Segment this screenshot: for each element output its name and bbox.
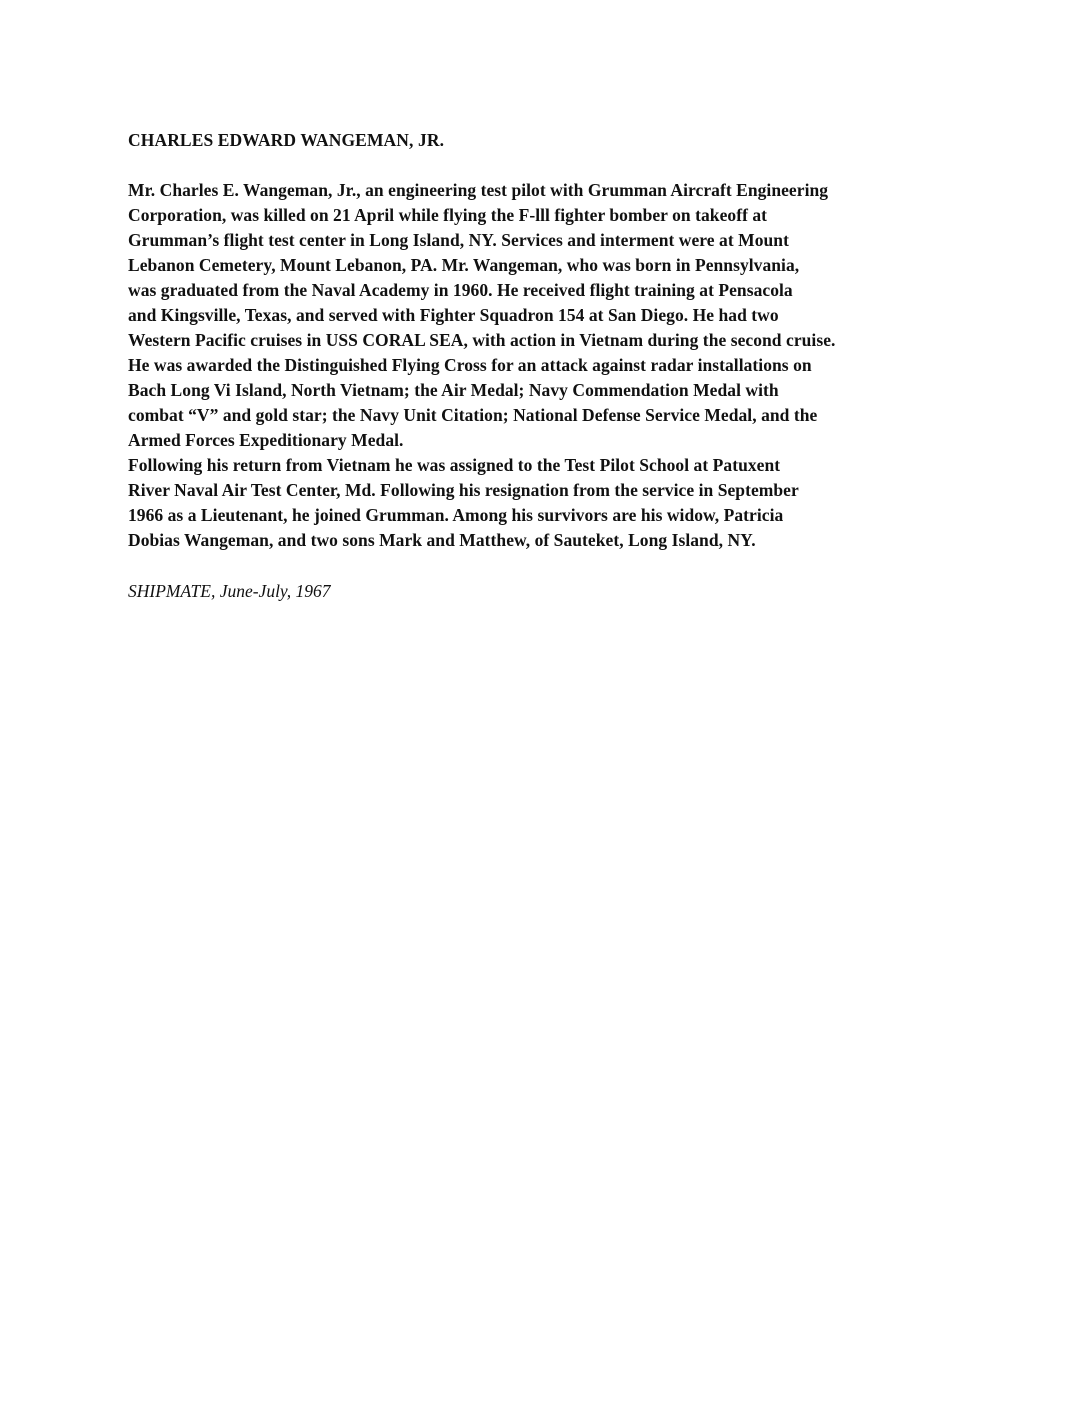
- paragraph-line: Bach Long Vi Island, North Vietnam; the Air Medal; Navy Commendation Medal with: [128, 380, 779, 400]
- paragraph-line: Mr. Charles E. Wangeman, Jr., an engineering test pilot with Grumman Aircraft Engineering: [128, 180, 829, 200]
- source-citation: SHIPMATE, June-July, 1967: [128, 581, 331, 601]
- paragraph-line: and Kingsville, Texas, and served with Fighter Squadron 154 at San Diego. He had two: [128, 305, 779, 325]
- paragraph-line: Armed Forces Expeditionary Medal.: [128, 430, 404, 450]
- paragraph-line: Lebanon Cemetery, Mount Lebanon, PA. Mr. Wangeman, who was born in Pennsylvania,: [128, 255, 800, 275]
- document-page: [128, 128, 968, 603]
- paragraph-line: was graduated from the Naval Academy in 1960. He received flight training at Pensacola: [128, 280, 793, 300]
- paragraph-line: He was awarded the Distinguished Flying Cross for an attack against radar installations on: [128, 355, 812, 375]
- paragraph-line: Western Pacific cruises in USS CORAL SEA, with action in Vietnam during the second cruise.: [128, 330, 836, 350]
- obituary-paragraph-2: [128, 453, 968, 553]
- paragraph-line: Grumman’s flight test center in Long Island, NY. Services and interment were at Mount: [128, 230, 789, 250]
- paragraph-line: River Naval Air Test Center, Md. Following his resignation from the service in September: [128, 480, 799, 500]
- paragraph-line: Dobias Wangeman, and two sons Mark and Matthew, of Sauteket, Long Island, NY.: [128, 530, 756, 550]
- document-title: CHARLES EDWARD WANGEMAN, JR.: [128, 130, 445, 150]
- obituary-paragraph-1: [128, 178, 968, 453]
- paragraph-line: Corporation, was killed on 21 April while flying the F-lll fighter bomber on takeoff at: [128, 205, 768, 225]
- paragraph-line: combat “V” and gold star; the Navy Unit Citation; National Defense Service Medal, and the: [128, 405, 818, 425]
- paragraph-line: Following his return from Vietnam he was assigned to the Test Pilot School at Patuxent: [128, 455, 781, 475]
- paragraph-line: 1966 as a Lieutenant, he joined Grumman. Among his survivors are his widow, Patricia: [128, 505, 784, 525]
